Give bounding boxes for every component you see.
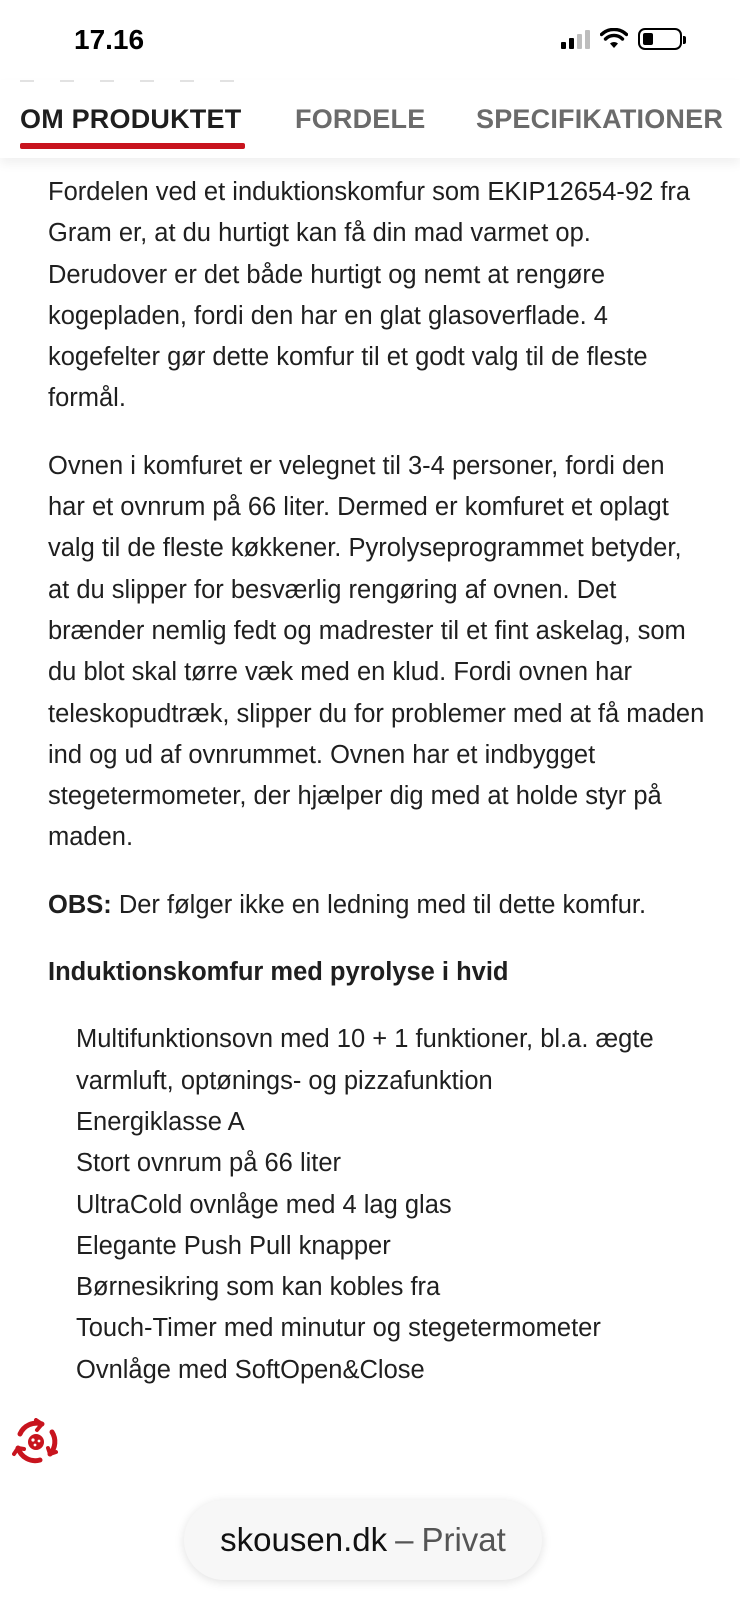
battery-icon xyxy=(638,28,682,50)
feature-item: Multifunktionsovn med 10 + 1 funktioner, bl.a. ægte varmluft, optønings- og pizzafunktion xyxy=(76,1025,654,1095)
tab-specifikationer[interactable]: SPECIFIKATIONER xyxy=(476,104,724,134)
description-paragraph-2: Ovnen i komfuret er velegnet til 3-4 personer, fordi den har et ovnrum på 66 liter. Dermed er komfuret et oplagt valg til de fleste køkkener. Pyrolyseprogrammet betyder, at du slipper for besværlig rengøring af ovnen. Det brænder nemlig fedt og madrester til et fint askelag, som du blot skal tørre væk med en klud. Fordi ovnen har teleskopudtræk, slipper du for problemer med at få maden ind og ud af ovnrummet. Ovnen har et indbygget stegetermometer, der hjælper dig med at holde styr på maden. xyxy=(48,451,705,852)
product-description xyxy=(48,172,708,1391)
feature-item: Ovnlåge med SoftOpen&Close xyxy=(76,1355,425,1384)
feature-item: UltraCold ovnlåge med 4 lag glas xyxy=(76,1190,452,1219)
address-separator: – xyxy=(395,1521,414,1558)
browser-address-bar[interactable] xyxy=(184,1500,542,1580)
active-tab-indicator xyxy=(20,143,245,149)
status-icons xyxy=(561,28,682,50)
feature-item: Energiklasse A xyxy=(76,1107,245,1136)
tab-om-produktet[interactable]: OM PRODUKTET xyxy=(20,104,242,134)
obs-label: OBS: xyxy=(48,890,112,919)
cellular-signal-icon xyxy=(561,29,590,49)
status-time: 17.16 xyxy=(74,24,145,55)
obs-note xyxy=(48,885,708,926)
recycle-cookie-icon[interactable] xyxy=(12,1418,60,1466)
wifi-icon xyxy=(600,28,628,50)
description-paragraph-1: Fordelen ved et induktionskomfur som EKIP12654-92 fra Gram er, at du hurtigt kan få din mad varmet op. Derudover er det både hurtigt og nemt at rengøre kogepladen, fordi den har en glat glasoverflade. 4 kogefelter gør dette komfur til et godt valg til de fleste formål. xyxy=(48,178,691,413)
obs-text: Der følger ikke en ledning med til dette komfur. xyxy=(111,890,647,919)
address-domain: skousen.dk xyxy=(220,1521,388,1558)
feature-item: Stort ovnrum på 66 liter xyxy=(76,1149,342,1178)
feature-item: Børnesikring som kan kobles fra xyxy=(76,1273,441,1302)
product-tab-bar xyxy=(0,80,740,158)
feature-item: Touch-Timer med minutur og stegetermometer xyxy=(76,1314,601,1343)
tab-fordele[interactable]: FORDELE xyxy=(295,104,426,134)
feature-list xyxy=(48,1019,708,1391)
scroll-hint-dots xyxy=(20,80,260,82)
private-mode-label: Privat xyxy=(421,1521,506,1558)
feature-item: Elegante Push Pull knapper xyxy=(76,1231,391,1260)
section-heading: Induktionskomfur med pyrolyse i hvid xyxy=(48,958,509,987)
status-bar xyxy=(0,0,740,80)
